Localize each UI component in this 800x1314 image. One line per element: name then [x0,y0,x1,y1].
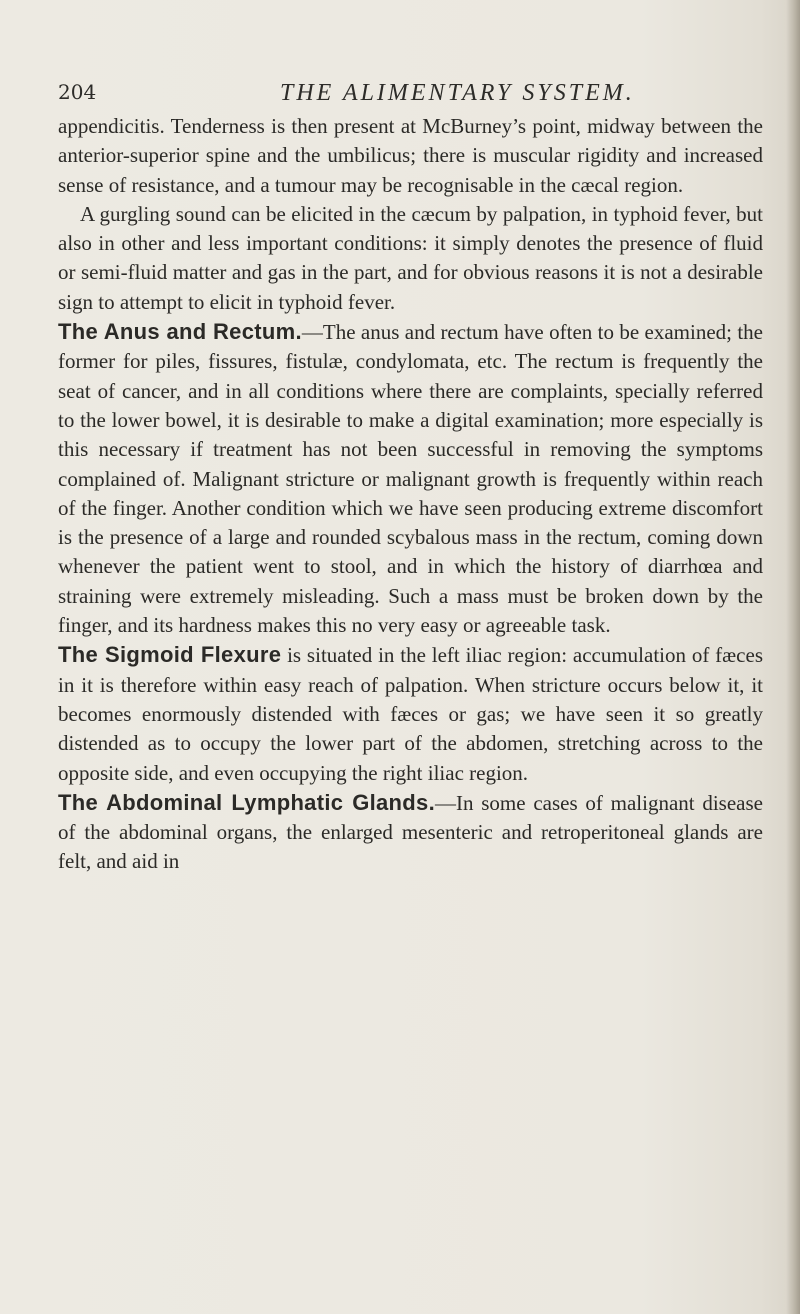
text-anus-rectum: —The anus and rectum have often to be examined; the former for piles, fissures, fistulæ, condylomata, etc. The rectum is frequently the seat of cancer, and in all conditions where there are complaints, specially referred to the lower bowel, it is desirable to make a digital examination; more especially is this necessary if treatment has not been successful in removing the symptoms complained of. Malignant stricture or malignant growth is frequently within reach of the finger. Another condition which we have seen producing extreme discomfort is the presence of a large and rounded scybalous mass in the rectum, coming down whenever the patient went to stool, and in which the history of diarrhœa and straining were extremely misleading. Such a mass must be broken down by the finger, and its hardness makes this no very easy or agreeable task. [58,320,763,638]
heading-abdominal-lymphatic-glands: The Abdominal Lymphatic Glands. [58,789,435,815]
page-number: 204 [58,80,97,104]
paragraph-appendicitis: appendicitis. Tenderness is then present at McBurney’s point, midway between the anterior-superior spine and the umbilicus; there is muscular rigidity and increased sense of resistance, and a tumour may be recognisable in the cæcal region. [58,114,763,197]
heading-sigmoid-flexure: The Sigmoid Flexure [58,642,282,668]
body-text [58,112,763,877]
paragraph-gurgling-sound: A gurgling sound can be elicited in the cæcum by palpation, in typhoid fever, but also in other and less important conditions: it simply denotes the presence of fluid or semi-fluid matter and gas in the part, and for obvious reasons it is not a desirable sign to attempt to elicit in typhoid fever. [58,201,763,314]
heading-anus-rectum: The Anus and Rectum. [58,319,302,345]
running-title: THE ALIMENTARY SYSTEM. [280,80,635,106]
section-sigmoid-flexure [58,640,763,787]
section-anus-rectum [58,317,763,640]
section-abdominal-lymphatic-glands [58,788,763,877]
text-abdominal-lymphatic-glands: —In some cases of malignant disease of the abdominal organs, the enlarged mesenteric and retroperitoneal glands are felt, and aid in [58,790,763,874]
text-sigmoid-flexure: is situated in the left iliac region: accumulation of fæces in it is therefore within easy reach of palpation. When stricture occurs below it, it becomes enormously distended with fæces or gas; we have seen it so greatly distended as to occupy the lower part of the abdomen, stretching across to the opposite side, and even occupying the right iliac region. [58,643,763,785]
page-edge-shadow [786,0,800,1314]
